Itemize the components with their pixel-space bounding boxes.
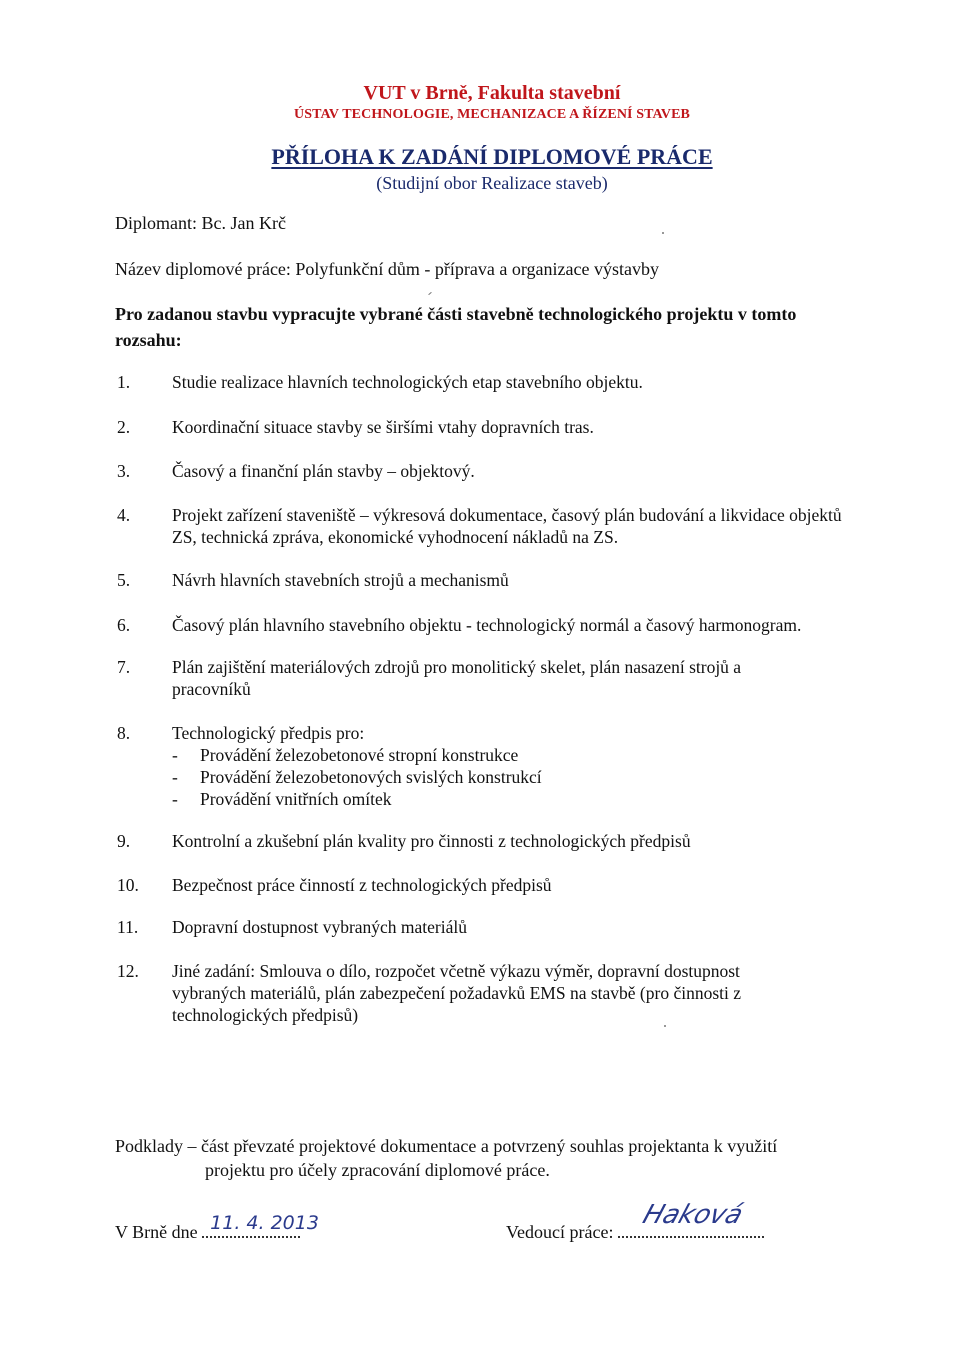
supervisor-line (506, 1200, 764, 1243)
task-number: 1. (117, 372, 131, 392)
institution-heading: VUT v Brně, Fakulta stavební (363, 82, 621, 104)
task-number: 5. (117, 570, 131, 590)
sources-line-2: projektu pro účely zpracování diplomové práce. (205, 1160, 550, 1180)
task-text: Koordinační situace stavby se širšími vtahy dopravních tras. (172, 417, 594, 437)
sources-note (115, 1134, 855, 1182)
task-subitem-text: Provádění železobetonových svislých konstrukcí (200, 767, 542, 787)
task-text: Studie realizace hlavních technologických etap stavebního objektu. (172, 372, 643, 392)
task-text: Návrh hlavních stavebních strojů a mechanismů (172, 570, 509, 590)
task-subitem: - Provádění vnitřních omítek (172, 789, 392, 809)
task-number: 10. (117, 875, 139, 895)
student-name: Bc. Jan Krč (201, 213, 286, 233)
scan-speck (662, 232, 664, 234)
student-label: Diplomant: (115, 213, 197, 233)
task-number: 12. (117, 961, 139, 981)
thesis-title-label: Název diplomové práce: (115, 259, 291, 279)
assignment-intro: Pro zadanou stavbu vypracujte vybrané části stavebně technologického projektu v tomto rozsahu: (115, 304, 797, 350)
task-text: Projekt zařízení staveniště – výkresová dokumentace, časový plán budování a likvidace objektů ZS, technická zpráva, ekonomické vyhodnocení nákladů na ZS. (172, 505, 842, 547)
document-title (0, 144, 960, 170)
supervisor-label: Vedoucí práce: (506, 1222, 614, 1242)
task-number: 9. (117, 831, 131, 851)
task-subitem-text: Provádění železobetonové stropní konstrukce (200, 745, 519, 765)
task-text: Technologický předpis pro: (172, 723, 365, 743)
task-number: 7. (117, 657, 131, 677)
task-number: 3. (117, 461, 131, 481)
task-number: 4. (117, 505, 131, 525)
task-text: Jiné zadání: Smlouva o dílo, rozpočet včetně výkazu výměr, dopravní dostupnost vybraných materiálů, plán zabezpečení požadavků EMS na stavbě (pro činnosti z technologických předpisů) (172, 961, 742, 1025)
thesis-title-line (115, 259, 659, 280)
date-field (202, 1212, 319, 1238)
department-heading: ÚSTAV TECHNOLOGIE, MECHANIZACE A ŘÍZENÍ STAVEB (294, 107, 690, 122)
scan-speck (664, 1025, 666, 1027)
supervisor-signature: Haková (639, 1200, 747, 1230)
task-number: 6. (117, 615, 131, 635)
task-subitem-text: Provádění vnitřních omítek (200, 789, 392, 809)
document-title-text: PŘÍLOHA K ZADÁNÍ DIPLOMOVÉ PRÁCE (271, 144, 713, 169)
student-line (115, 213, 286, 234)
task-number: 11. (117, 917, 139, 937)
task-number: 8. (117, 723, 131, 743)
handwritten-date: 11. 4. 2013 (210, 1212, 319, 1234)
task-text: Časový plán hlavního stavebního objektu - technologický normál a časový harmonogram. (172, 615, 802, 635)
task-text: Kontrolní a zkušební plán kvality pro činnosti z technologických předpisů (172, 831, 691, 851)
task-number: 2. (117, 417, 131, 437)
sources-line-1: Podklady – část převzaté projektové dokumentace a potvrzený souhlas projektanta k využití (115, 1136, 778, 1156)
task-subitem: - Provádění železobetonových svislých konstrukcí (172, 767, 542, 787)
task-text: Bezpečnost práce činností z technologických předpisů (172, 875, 552, 895)
date-line (115, 1212, 319, 1243)
task-text: Plán zajištění materiálových zdrojů pro monolitický skelet, plán nasazení strojů a pracovníků (172, 657, 742, 699)
task-body (172, 722, 862, 810)
task-subitem: - Provádění železobetonové stropní konstrukce (172, 745, 519, 765)
study-field: (Studijní obor Realizace staveb) (376, 173, 608, 193)
thesis-title: Polyfunkční dům - příprava a organizace výstavby (295, 259, 659, 279)
task-text: Časový a finanční plán stavby – objektový. (172, 461, 475, 481)
scan-speck (428, 292, 432, 295)
place-label: V Brně dne (115, 1222, 198, 1242)
task-text: Dopravní dostupnost vybraných materiálů (172, 917, 468, 937)
signature-field (618, 1200, 764, 1238)
